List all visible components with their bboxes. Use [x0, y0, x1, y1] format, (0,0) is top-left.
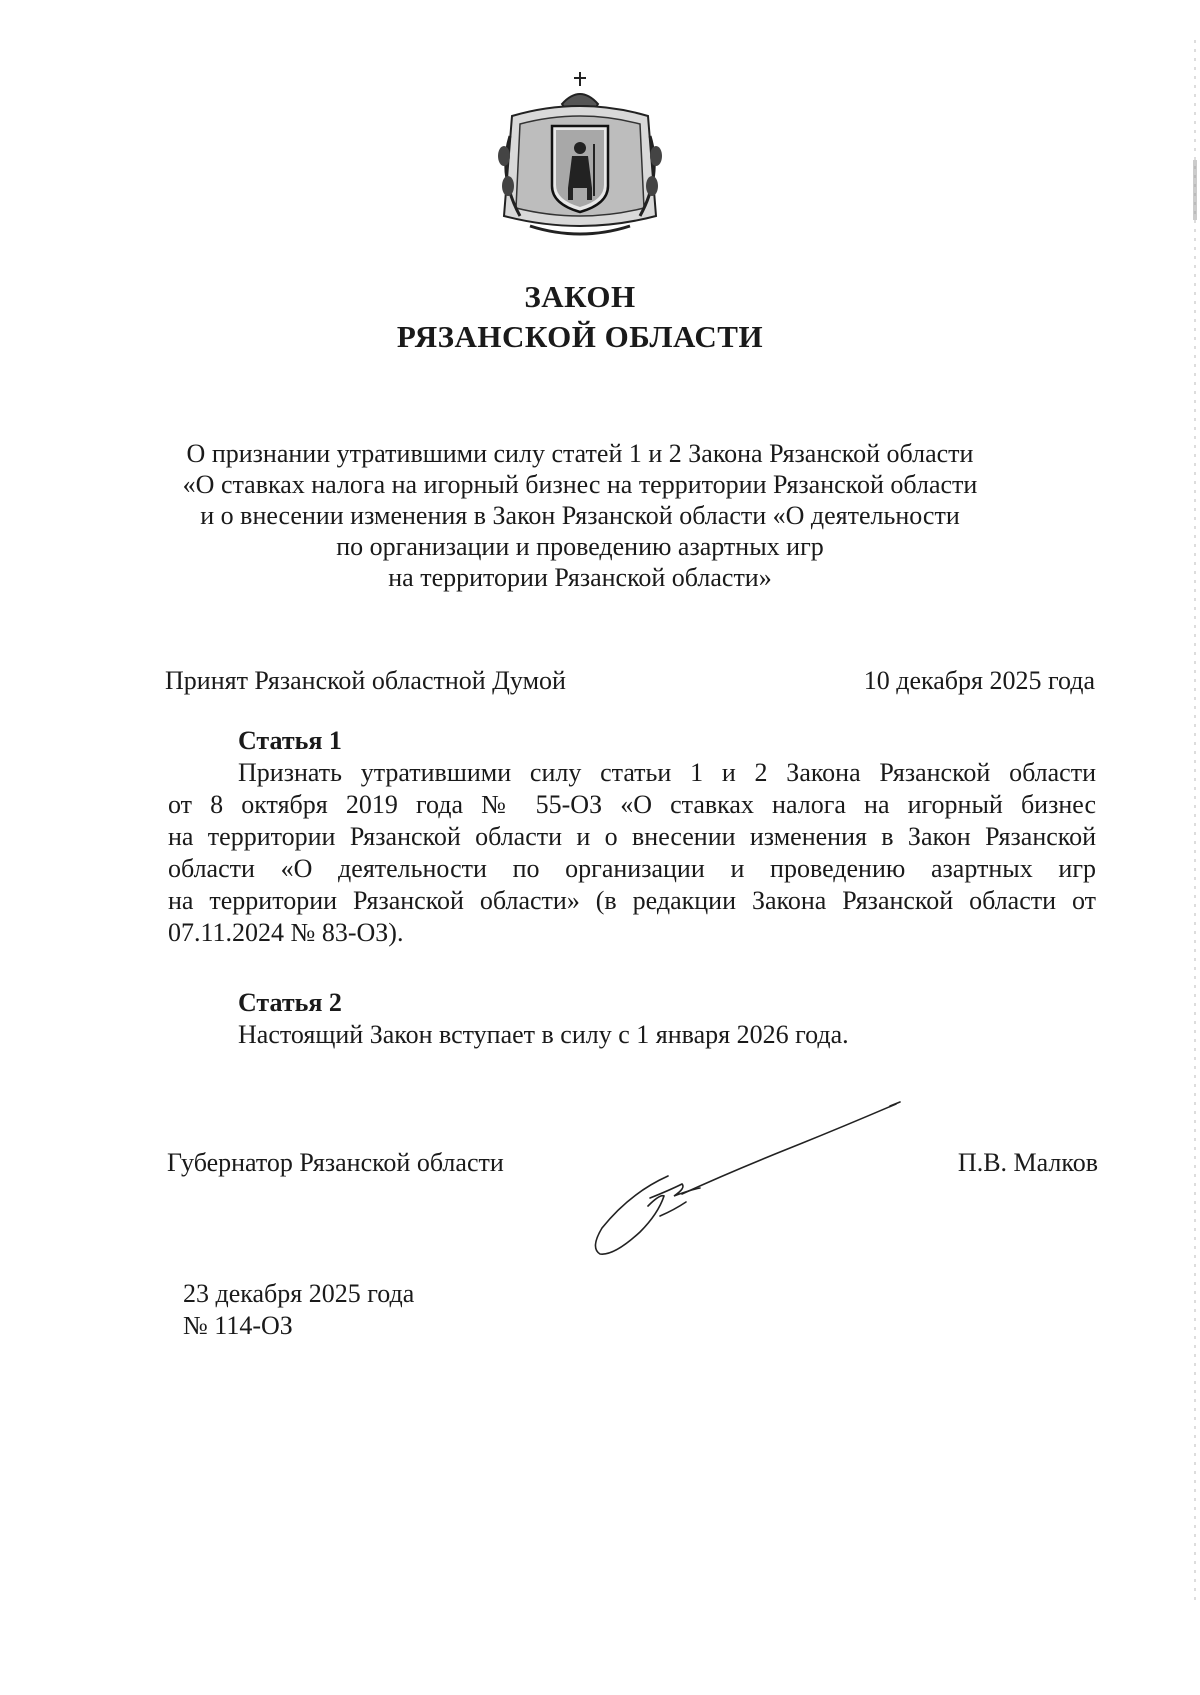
article-2-body: [168, 1019, 1096, 1051]
article-1-line: области «О деятельности по организации и проведению азартных игр: [168, 854, 1096, 883]
region-title: РЯЗАНСКОЙ ОБЛАСТИ: [396, 319, 764, 354]
signing-date: 23 декабря 2025 года: [183, 1279, 415, 1308]
subtitle-line: по организации и проведению азартных игр: [336, 532, 824, 561]
law-title: ЗАКОН: [524, 279, 636, 314]
subtitle-line: «О ставках налога на игорный бизнес на территории Рязанской области: [182, 470, 978, 499]
scan-edge-artifact: [1190, 40, 1200, 1600]
signatory-name: П.В. Малков: [957, 1148, 1098, 1177]
signatory-position: Губернатор Рязанской области: [167, 1148, 504, 1177]
adoption-date: 10 декабря 2025 года: [863, 666, 1095, 695]
article-1-heading: Статья 1: [238, 726, 342, 755]
ryazan-coat-of-arms-icon: [490, 66, 670, 244]
subtitle-line: на территории Рязанской области»: [388, 563, 772, 592]
handwritten-signature-icon: [590, 1098, 920, 1268]
article-1-body: [168, 757, 1096, 949]
article-2-heading: Статья 2: [238, 988, 342, 1017]
article-1-line: Признать утратившими силу статьи 1 и 2 Закона Рязанской области: [238, 758, 1096, 787]
subtitle-line: О признании утратившими силу статей 1 и 2 Закона Рязанской области: [186, 439, 974, 468]
law-number: № 114-ОЗ: [183, 1311, 293, 1340]
article-1-line: на территории Рязанской области и о внесении изменения в Закон Рязанской: [168, 822, 1096, 851]
subtitle-line: и о внесении изменения в Закон Рязанской области «О деятельности: [200, 501, 960, 530]
article-1-line: на территории Рязанской области» (в редакции Закона Рязанской области от: [168, 886, 1096, 915]
article-2-line: Настоящий Закон вступает в силу с 1 января 2026 года.: [238, 1020, 849, 1049]
article-1-line: 07.11.2024 № 83-ОЗ).: [168, 918, 404, 947]
adopted-by: Принят Рязанской областной Думой: [165, 666, 566, 695]
law-subtitle: [160, 438, 1000, 593]
article-1-line: от 8 октября 2019 года № 55-ОЗ «О ставках налога на игорный бизнес: [168, 790, 1096, 819]
